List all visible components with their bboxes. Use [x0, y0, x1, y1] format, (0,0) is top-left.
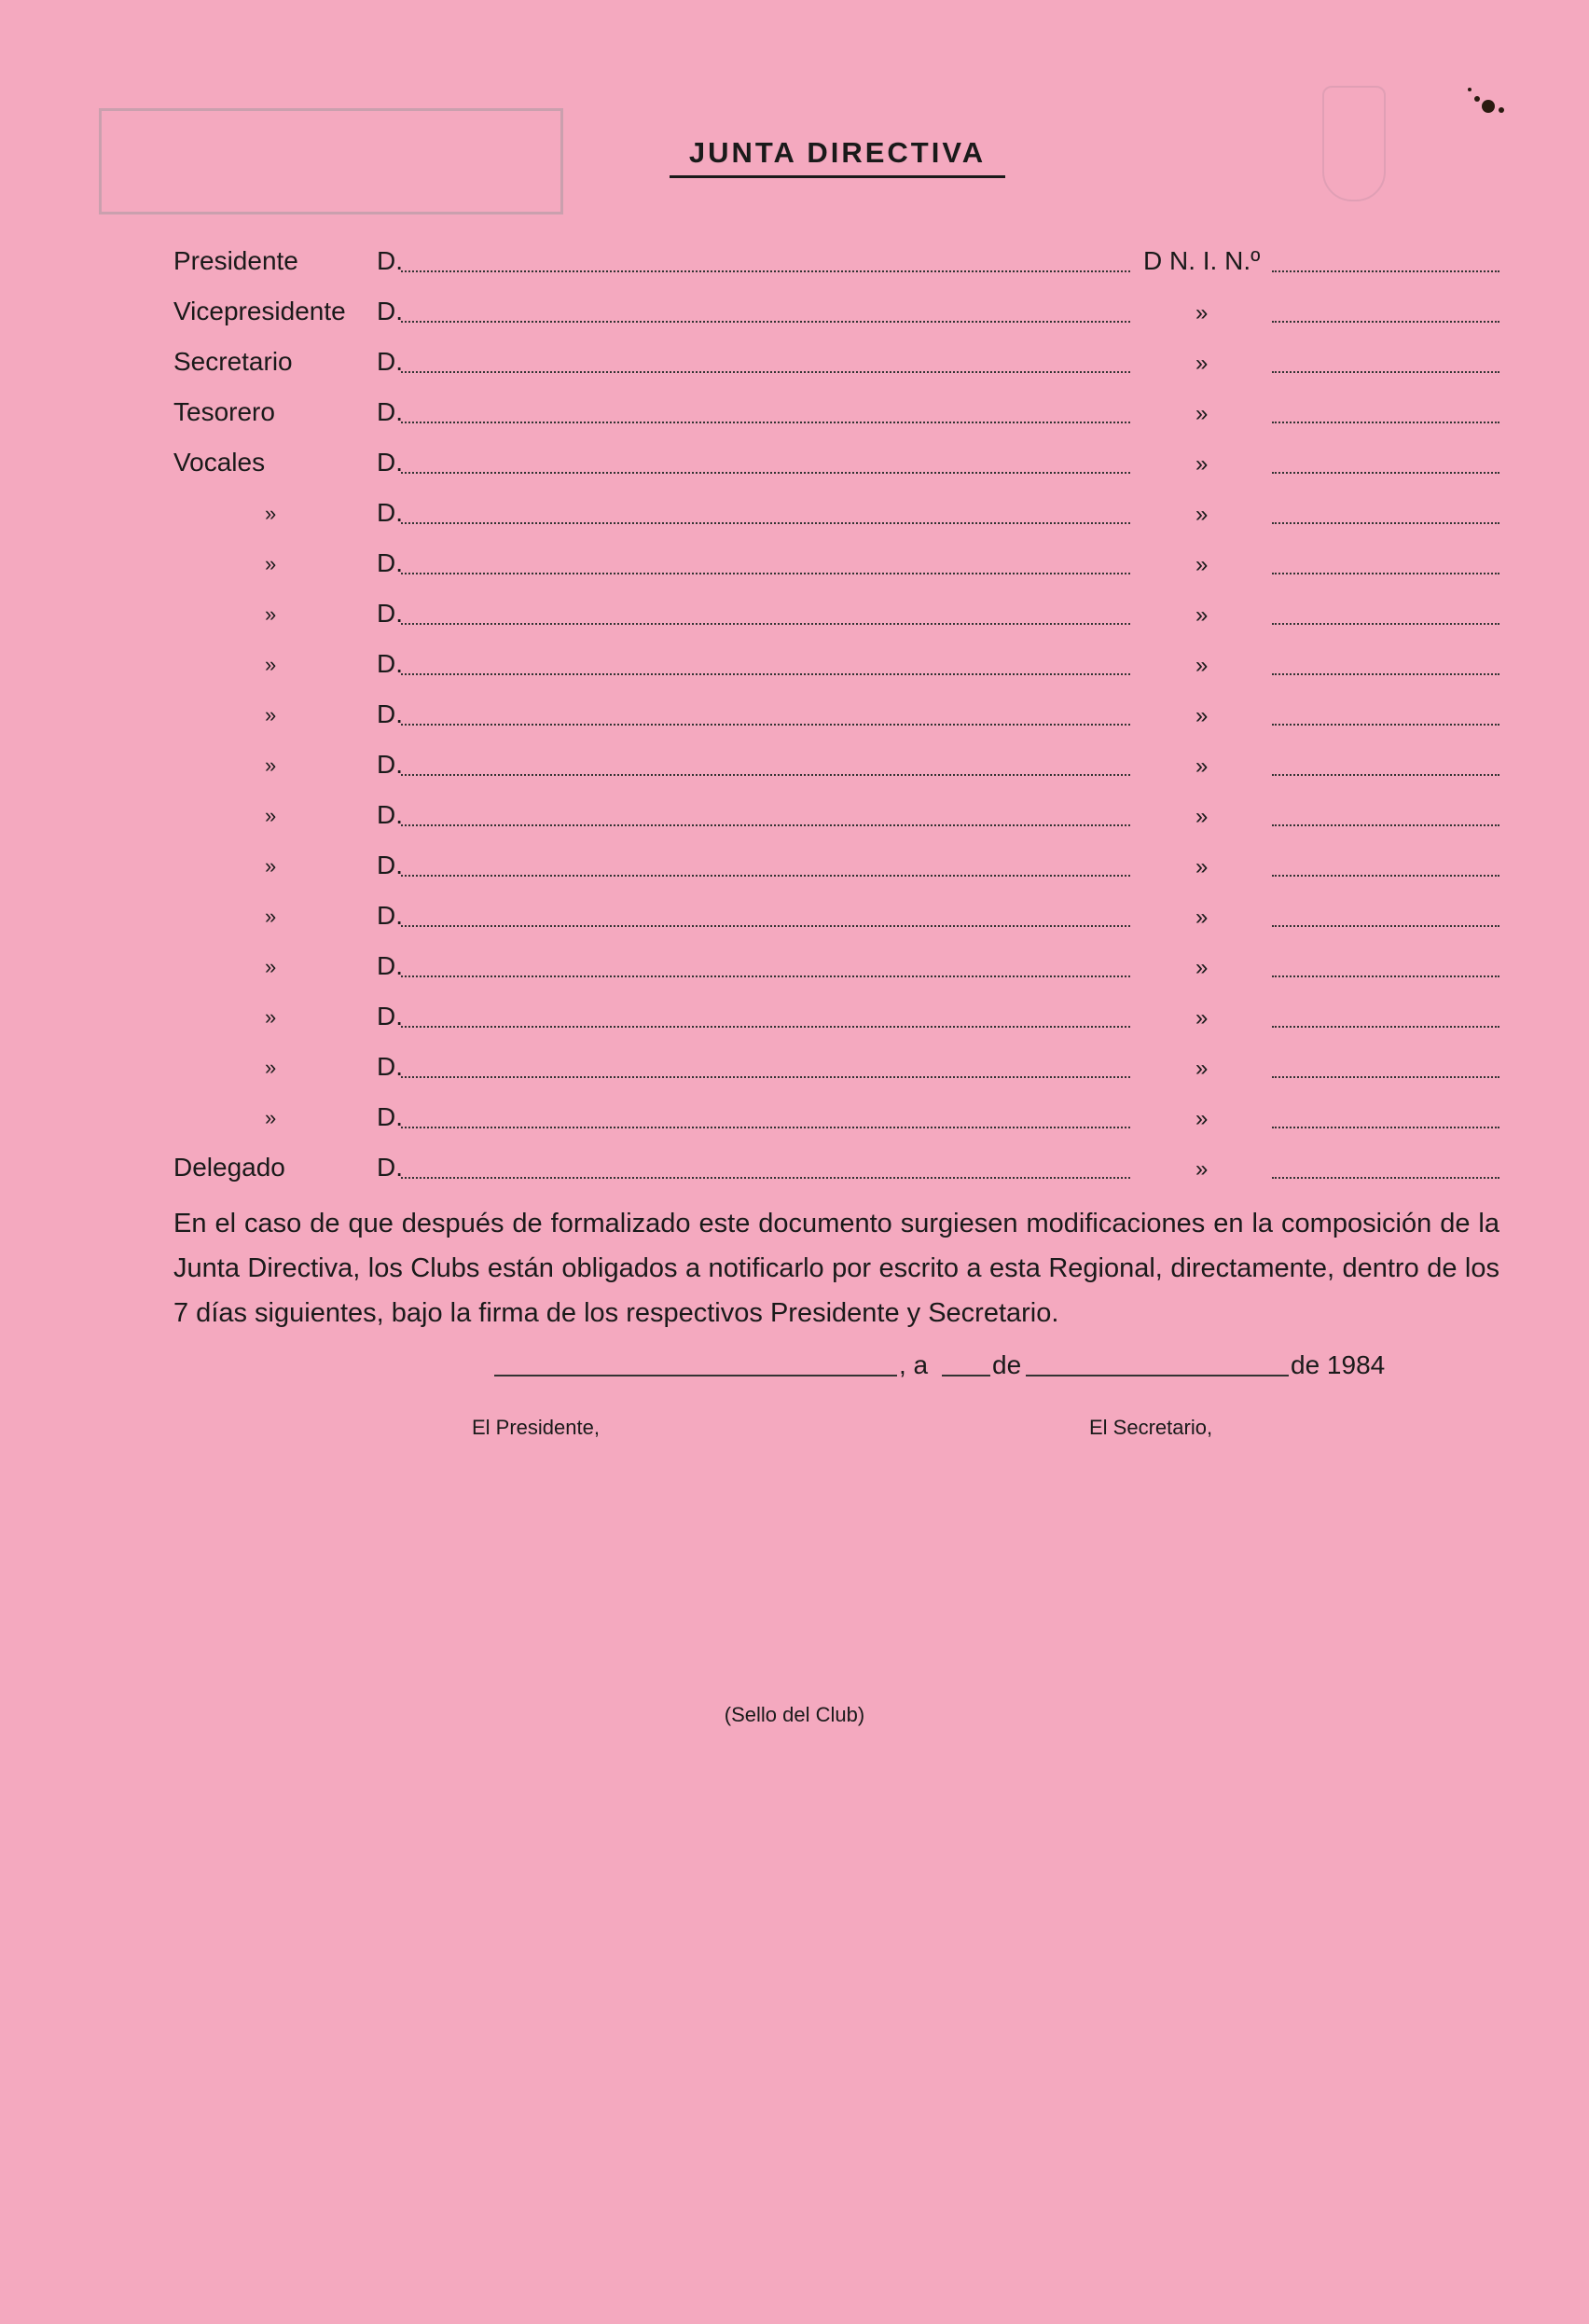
name-field[interactable] — [401, 522, 1130, 524]
name-field[interactable] — [401, 1177, 1130, 1179]
name-field[interactable] — [401, 1127, 1130, 1128]
board-member-row — [0, 1048, 1589, 1086]
dni-field[interactable] — [1272, 1076, 1499, 1078]
board-member-row — [0, 1149, 1589, 1186]
name-field[interactable] — [401, 573, 1130, 574]
board-member-row — [0, 242, 1589, 280]
name-field[interactable] — [401, 422, 1130, 423]
dni-field[interactable] — [1272, 724, 1499, 726]
name-prefix: D. — [377, 951, 403, 980]
ditto-mark: » — [1195, 905, 1209, 930]
role-label: » — [265, 1056, 277, 1079]
club-seal-label: (Sello del Club) — [724, 1703, 865, 1726]
role-label: Delegado — [173, 1153, 285, 1182]
name-prefix: D. — [377, 851, 403, 879]
role-label: » — [265, 854, 277, 878]
dni-field[interactable] — [1272, 522, 1499, 524]
board-member-row — [0, 948, 1589, 985]
dni-field[interactable] — [1272, 623, 1499, 625]
name-field[interactable] — [401, 270, 1130, 272]
registry-entry-box — [99, 108, 563, 214]
ditto-mark: » — [1195, 1005, 1209, 1031]
ink-spot-icon — [1460, 82, 1516, 129]
ditto-mark: » — [1195, 351, 1209, 376]
role-label: Vocales — [173, 448, 266, 477]
federation-emblem-icon — [1322, 86, 1386, 201]
role-label: » — [265, 754, 277, 777]
name-prefix: D. — [377, 901, 403, 930]
name-prefix: D. — [377, 448, 403, 477]
name-prefix: D. — [377, 699, 403, 728]
dni-field[interactable] — [1272, 1127, 1499, 1128]
board-member-row — [0, 343, 1589, 380]
ditto-mark: » — [1195, 754, 1209, 779]
board-member-row — [0, 998, 1589, 1035]
role-label: » — [265, 1005, 277, 1029]
name-prefix: D. — [377, 1153, 403, 1182]
board-member-row — [0, 897, 1589, 934]
ditto-mark: » — [1195, 502, 1209, 527]
role-label: » — [265, 502, 277, 525]
name-prefix: D. — [377, 397, 403, 426]
board-member-row — [0, 696, 1589, 733]
name-prefix: D. — [377, 1052, 403, 1081]
dni-field[interactable] — [1272, 422, 1499, 423]
name-field[interactable] — [401, 925, 1130, 927]
name-field[interactable] — [401, 1076, 1130, 1078]
modification-note: En el caso de que después de formalizado este documento surgiesen modificaciones en la composición de la Junta Directiva, los Clubs están obligados a notificarlo por escrito a esta Regional, directamente, dentro de los 7 días siguientes, bajo la firma de los respectivos Presidente y Secretario. — [173, 1209, 1499, 1328]
name-prefix: D. — [377, 599, 403, 628]
name-field[interactable] — [401, 724, 1130, 726]
ditto-mark: » — [1195, 300, 1209, 325]
role-label: » — [265, 602, 277, 626]
dni-field[interactable] — [1272, 371, 1499, 373]
name-prefix: D. — [377, 800, 403, 829]
dni-field[interactable] — [1272, 472, 1499, 474]
name-prefix: D. — [377, 750, 403, 779]
de-label: de — [992, 1350, 1022, 1379]
ditto-mark: » — [1195, 804, 1209, 829]
role-label: Presidente — [173, 246, 298, 275]
ditto-mark: » — [1195, 552, 1209, 577]
board-member-row — [0, 494, 1589, 532]
comma-a: , a — [899, 1350, 929, 1379]
name-prefix: D. — [377, 548, 403, 577]
name-field[interactable] — [401, 673, 1130, 675]
board-member-row — [0, 545, 1589, 582]
role-label: » — [265, 905, 277, 928]
ditto-mark: » — [1195, 955, 1209, 980]
year-label: de 1984 — [1291, 1350, 1386, 1379]
board-member-row — [0, 645, 1589, 683]
name-field[interactable] — [401, 975, 1130, 977]
ditto-mark: » — [1195, 854, 1209, 879]
dni-label: D N. I. N.º — [1143, 246, 1261, 275]
ditto-mark: » — [1195, 1156, 1209, 1182]
role-label: » — [265, 804, 277, 827]
role-label: » — [265, 703, 277, 726]
name-prefix: D. — [377, 347, 403, 376]
ditto-mark: » — [1195, 1106, 1209, 1131]
name-prefix: D. — [377, 498, 403, 527]
name-prefix: D. — [377, 297, 403, 325]
name-prefix: D. — [377, 1002, 403, 1031]
president-signature-label: El Presidente, — [472, 1416, 600, 1439]
name-field[interactable] — [401, 774, 1130, 776]
dni-field[interactable] — [1272, 673, 1499, 675]
secretary-signature-label: El Secretario, — [1089, 1416, 1213, 1439]
ditto-mark: » — [1195, 1056, 1209, 1081]
board-member-row — [0, 1099, 1589, 1136]
date-line — [0, 1343, 1589, 1384]
dni-field[interactable] — [1272, 774, 1499, 776]
dni-field[interactable] — [1272, 975, 1499, 977]
role-label: » — [265, 955, 277, 978]
ditto-mark: » — [1195, 703, 1209, 728]
name-field[interactable] — [401, 472, 1130, 474]
board-member-row — [0, 746, 1589, 783]
name-field[interactable] — [401, 371, 1130, 373]
dni-field[interactable] — [1272, 925, 1499, 927]
role-label: » — [265, 552, 277, 575]
name-field[interactable] — [401, 321, 1130, 323]
name-prefix: D. — [377, 649, 403, 678]
dni-field[interactable] — [1272, 875, 1499, 877]
dni-field[interactable] — [1272, 321, 1499, 323]
ditto-mark: » — [1195, 451, 1209, 477]
board-member-row — [0, 444, 1589, 481]
role-label: Tesorero — [173, 397, 275, 426]
name-field[interactable] — [401, 623, 1130, 625]
name-prefix: D. — [377, 1102, 403, 1131]
dni-field[interactable] — [1272, 270, 1499, 272]
role-label: Secretario — [173, 347, 293, 376]
board-member-row — [0, 595, 1589, 632]
board-member-row — [0, 796, 1589, 834]
ditto-mark: » — [1195, 602, 1209, 628]
dni-field[interactable] — [1272, 1177, 1499, 1179]
board-member-row — [0, 394, 1589, 431]
board-member-row — [0, 293, 1589, 330]
page-title: JUNTA DIRECTIVA — [670, 136, 1005, 178]
name-field[interactable] — [401, 824, 1130, 826]
dni-field[interactable] — [1272, 824, 1499, 826]
name-field[interactable] — [401, 1026, 1130, 1028]
board-member-row — [0, 847, 1589, 884]
role-label: Vicepresidente — [173, 297, 346, 325]
ditto-mark: » — [1195, 653, 1209, 678]
role-label: » — [265, 653, 277, 676]
name-field[interactable] — [401, 875, 1130, 877]
ditto-mark: » — [1195, 401, 1209, 426]
dni-field[interactable] — [1272, 1026, 1499, 1028]
role-label: » — [265, 1106, 277, 1129]
name-prefix: D. — [377, 246, 403, 275]
dni-field[interactable] — [1272, 573, 1499, 574]
